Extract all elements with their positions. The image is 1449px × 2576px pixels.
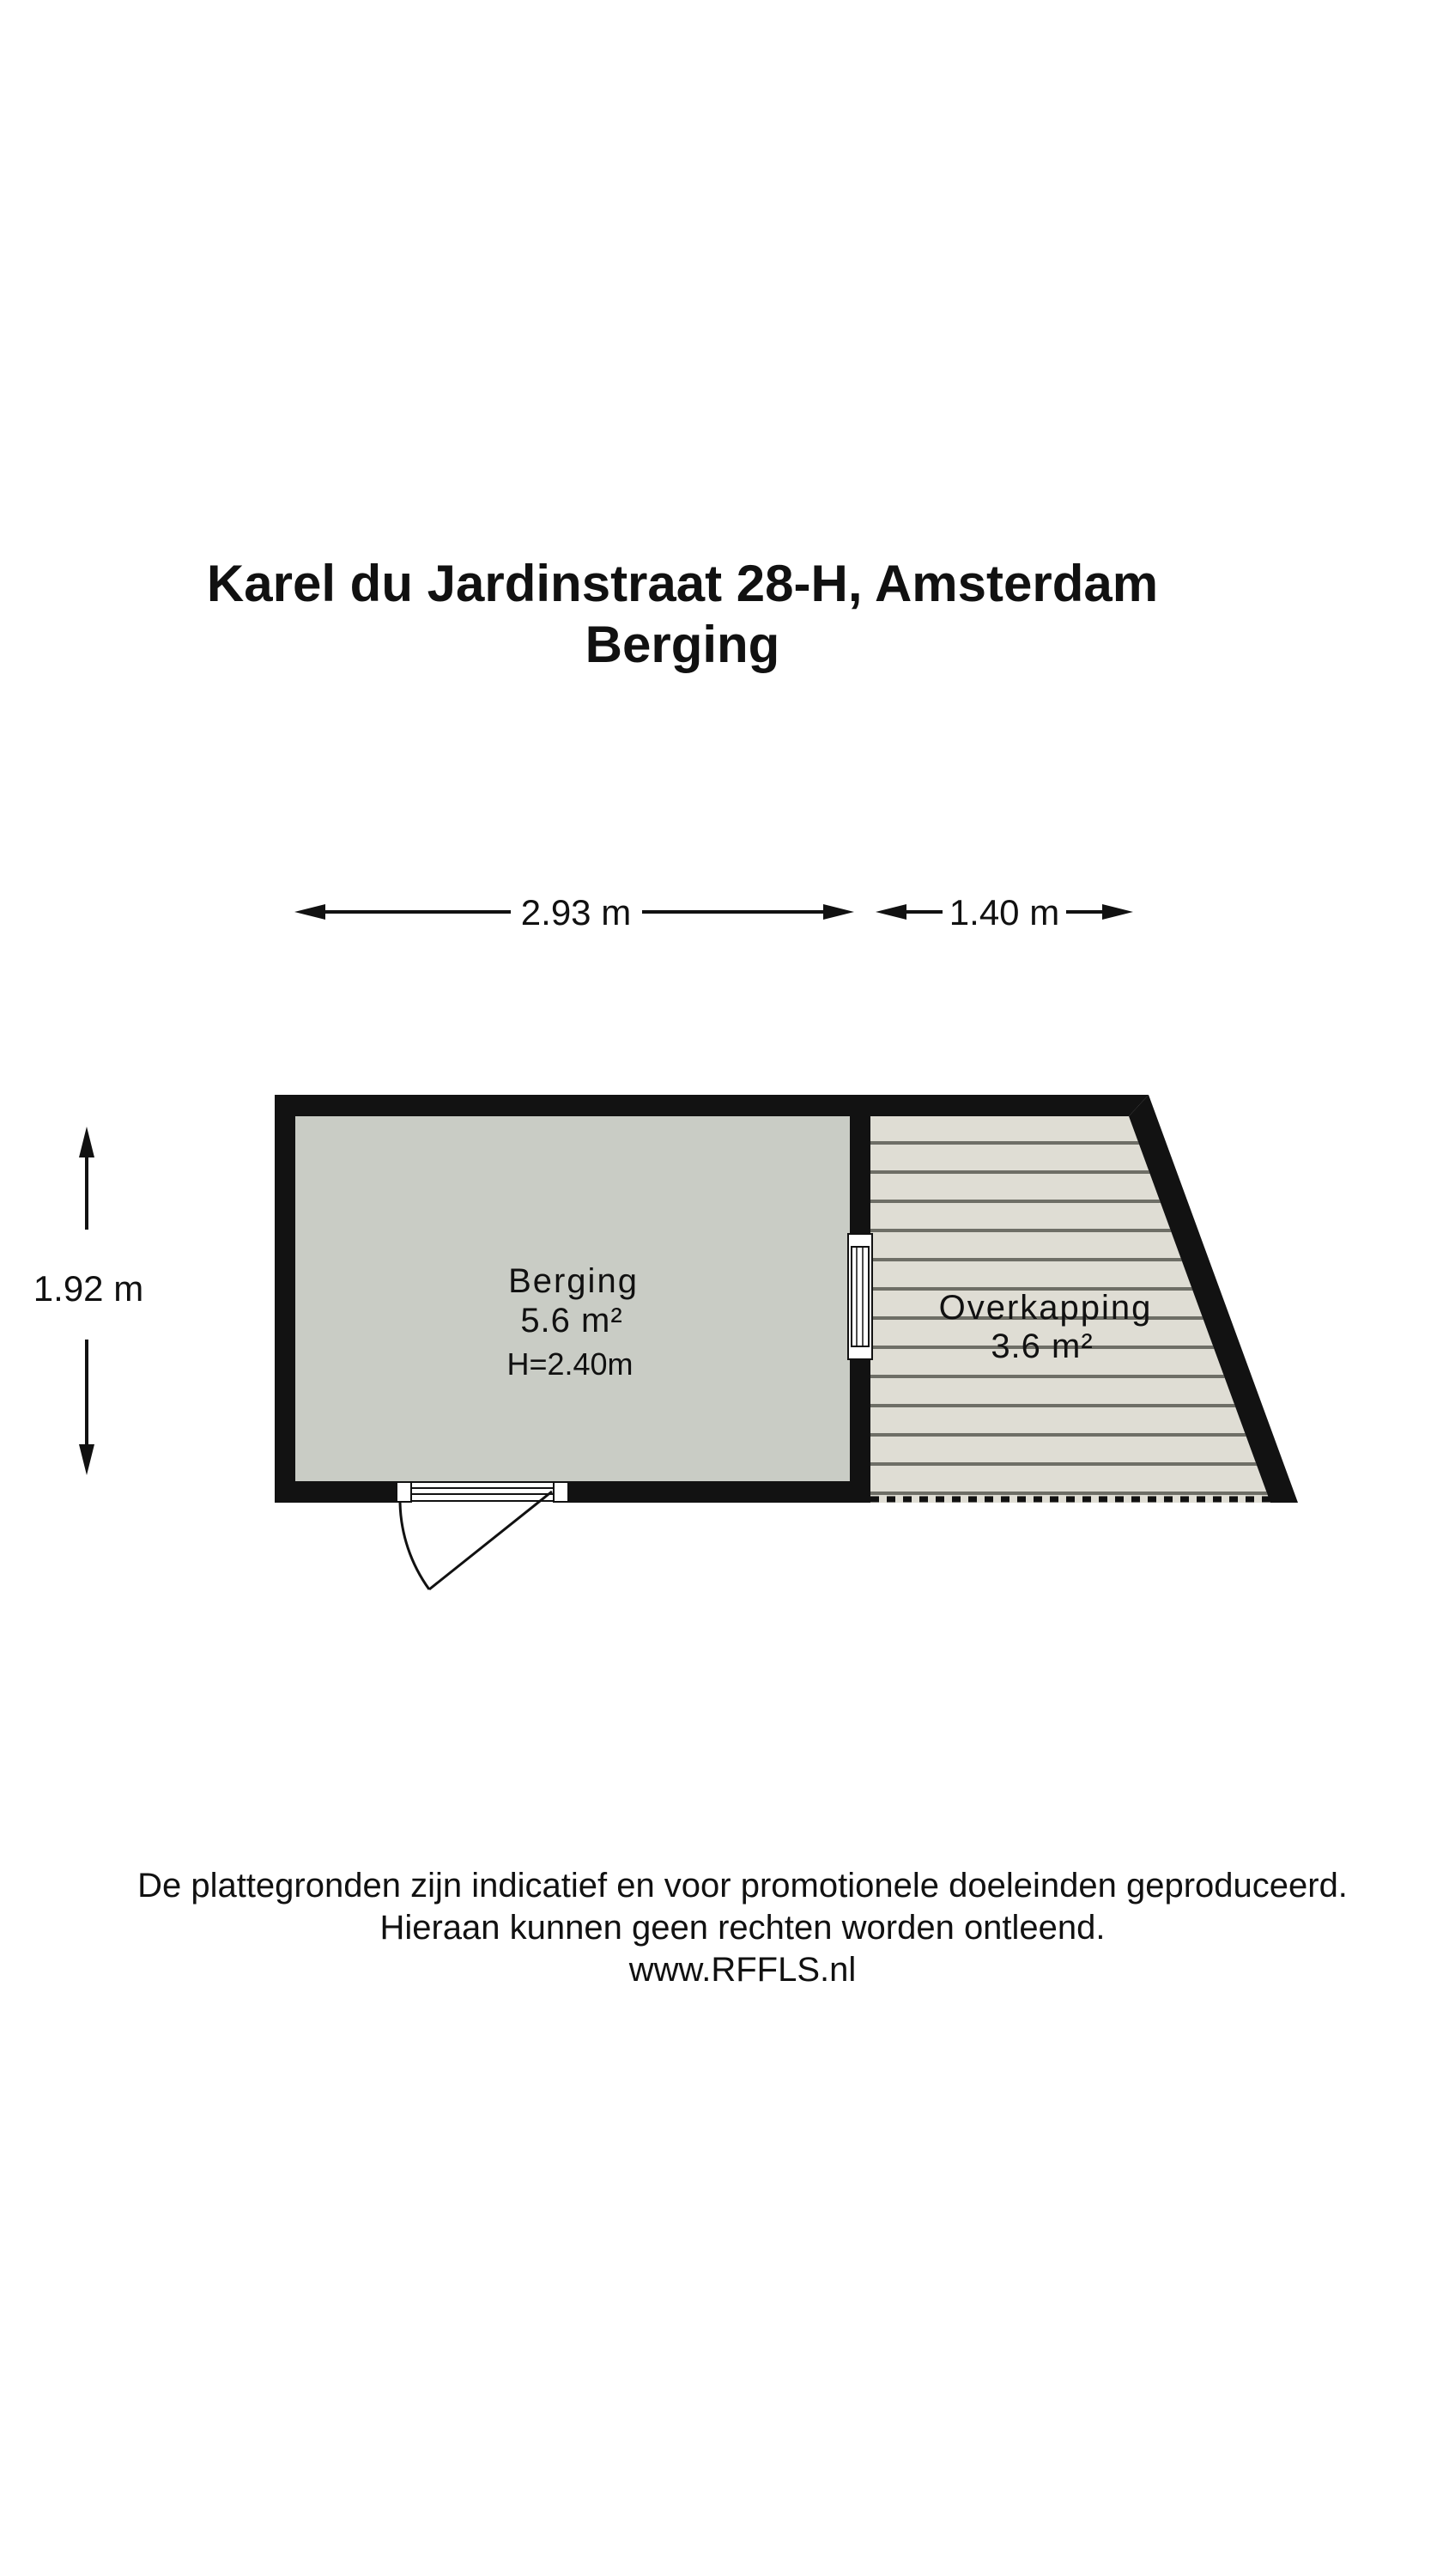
arrow-right-icon [823,904,854,920]
door-swing-arc [400,1503,429,1589]
wall-top [275,1095,1149,1116]
dimension-label-overkapping-width: 1.40 m [949,892,1060,933]
room-area-berging: 5.6 m² [520,1302,623,1340]
window [848,1234,872,1359]
room-area-overkapping: 3.6 m² [991,1327,1094,1365]
arrow-up-icon [79,1127,94,1157]
room-ceiling-height-berging: H=2.40m [506,1346,634,1382]
room-label-overkapping: Overkapping [938,1289,1153,1327]
wall-left [275,1095,295,1503]
room-label-berging: Berging [508,1262,639,1300]
footer-website: www.RFFLS.nl [628,1951,857,1989]
dimension-overkapping-width [876,892,1133,933]
arrow-left-icon [876,904,906,920]
disclaimer-line-1: De plattegronden zijn indicatief en voor promotionele doeleinden geproduceerd. [137,1867,1348,1905]
window-frame-inner [852,1247,869,1346]
arrow-down-icon [79,1444,94,1475]
wall-bottom-left [275,1481,397,1503]
dimension-label-berging-width: 2.93 m [520,892,632,933]
door [397,1481,568,1589]
berging-labels [506,1262,638,1382]
arrow-left-icon [294,904,325,920]
disclaimer-line-2: Hieraan kunnen geen rechten worden ontleend. [379,1909,1106,1947]
arrow-right-icon [1102,904,1133,920]
door-swing-leaf [429,1492,552,1589]
title-address: Karel du Jardinstraat 28-H, Amsterdam [206,555,1159,612]
dimension-depth [33,1127,143,1475]
dimension-berging-width [294,892,854,933]
title-room: Berging [585,616,780,673]
door-leaf-closed [411,1482,554,1501]
door-jamb-right [554,1482,568,1502]
footer-disclaimer [0,1865,1449,1991]
dimension-label-depth: 1.92 m [33,1268,144,1309]
wall-bottom-right [568,1481,870,1503]
door-jamb-left [397,1482,411,1502]
